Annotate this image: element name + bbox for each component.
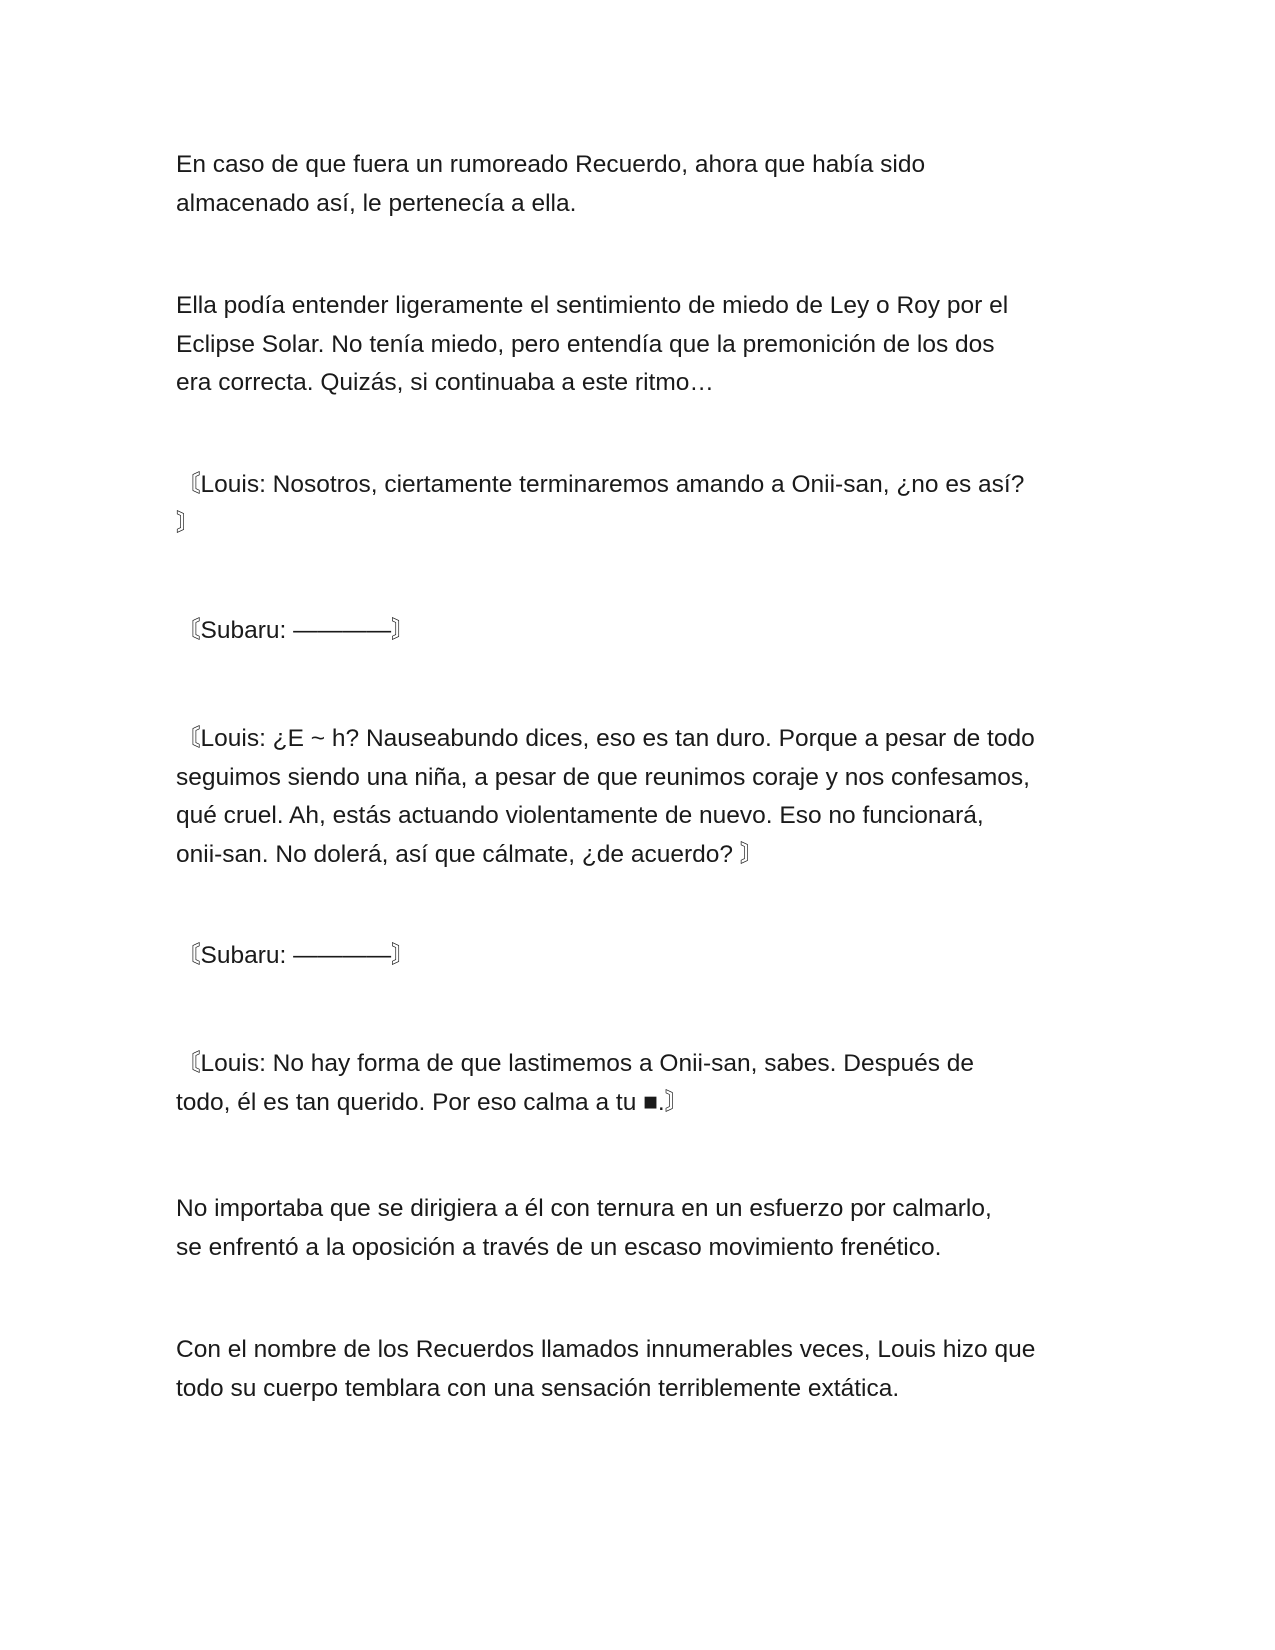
text-line: 〘Subaru: ————〙 bbox=[176, 617, 416, 644]
dialogue-louis-3 bbox=[176, 1045, 1106, 1122]
text-line: 〘Louis: Nosotros, ciertamente terminaremos amando a Onii-san, ¿no es así? bbox=[176, 471, 1025, 498]
dialogue-subaru-2 bbox=[176, 937, 1106, 976]
paragraph-1 bbox=[176, 146, 1106, 223]
text-line: Eclipse Solar. No tenía miedo, pero entendía que la premonición de los dos bbox=[176, 330, 995, 358]
text-line: 〘Louis: ¿E ~ h? Nauseabundo dices, eso es tan duro. Porque a pesar de todo bbox=[176, 725, 1035, 752]
paragraph-2 bbox=[176, 287, 1106, 403]
dialogue-subaru-1 bbox=[176, 612, 1106, 651]
paragraph-8 bbox=[176, 1190, 1106, 1267]
text-line: todo, él es tan querido. Por eso calma a tu ■.〙 bbox=[176, 1088, 690, 1116]
text-line: 〘Subaru: ————〙 bbox=[176, 942, 416, 969]
text-line: todo su cuerpo temblara con una sensación terriblemente extática. bbox=[176, 1374, 900, 1402]
text-line: En caso de que fuera un rumoreado Recuerdo, ahora que había sido bbox=[176, 151, 926, 178]
text-line: era correcta. Quizás, si continuaba a este ritmo… bbox=[176, 369, 714, 396]
text-line: Con el nombre de los Recuerdos llamados innumerables veces, Louis hizo que bbox=[176, 1336, 1036, 1363]
text-line: 〙 bbox=[176, 509, 201, 537]
text-line: qué cruel. Ah, estás actuando violentamente de nuevo. Eso no funcionará, bbox=[176, 802, 984, 829]
text-line: seguimos siendo una niña, a pesar de que reunimos coraje y nos confesamos, bbox=[176, 763, 1030, 791]
dialogue-louis-1 bbox=[176, 466, 1106, 543]
paragraph-9 bbox=[176, 1331, 1106, 1408]
text-line: 〘Louis: No hay forma de que lastimemos a Onii-san, sabes. Después de bbox=[176, 1050, 975, 1077]
text-line: Ella podía entender ligeramente el sentimiento de miedo de Ley o Roy por el bbox=[176, 292, 1009, 319]
dialogue-louis-2 bbox=[176, 720, 1106, 874]
text-line: se enfrentó a la oposición a través de un escaso movimiento frenético. bbox=[176, 1233, 942, 1261]
text-line: No importaba que se dirigiera a él con ternura en un esfuerzo por calmarlo, bbox=[176, 1195, 992, 1222]
text-line: almacenado así, le pertenecía a ella. bbox=[176, 189, 577, 217]
text-line: onii-san. No dolerá, así que cálmate, ¿de acuerdo? 〙 bbox=[176, 840, 765, 868]
